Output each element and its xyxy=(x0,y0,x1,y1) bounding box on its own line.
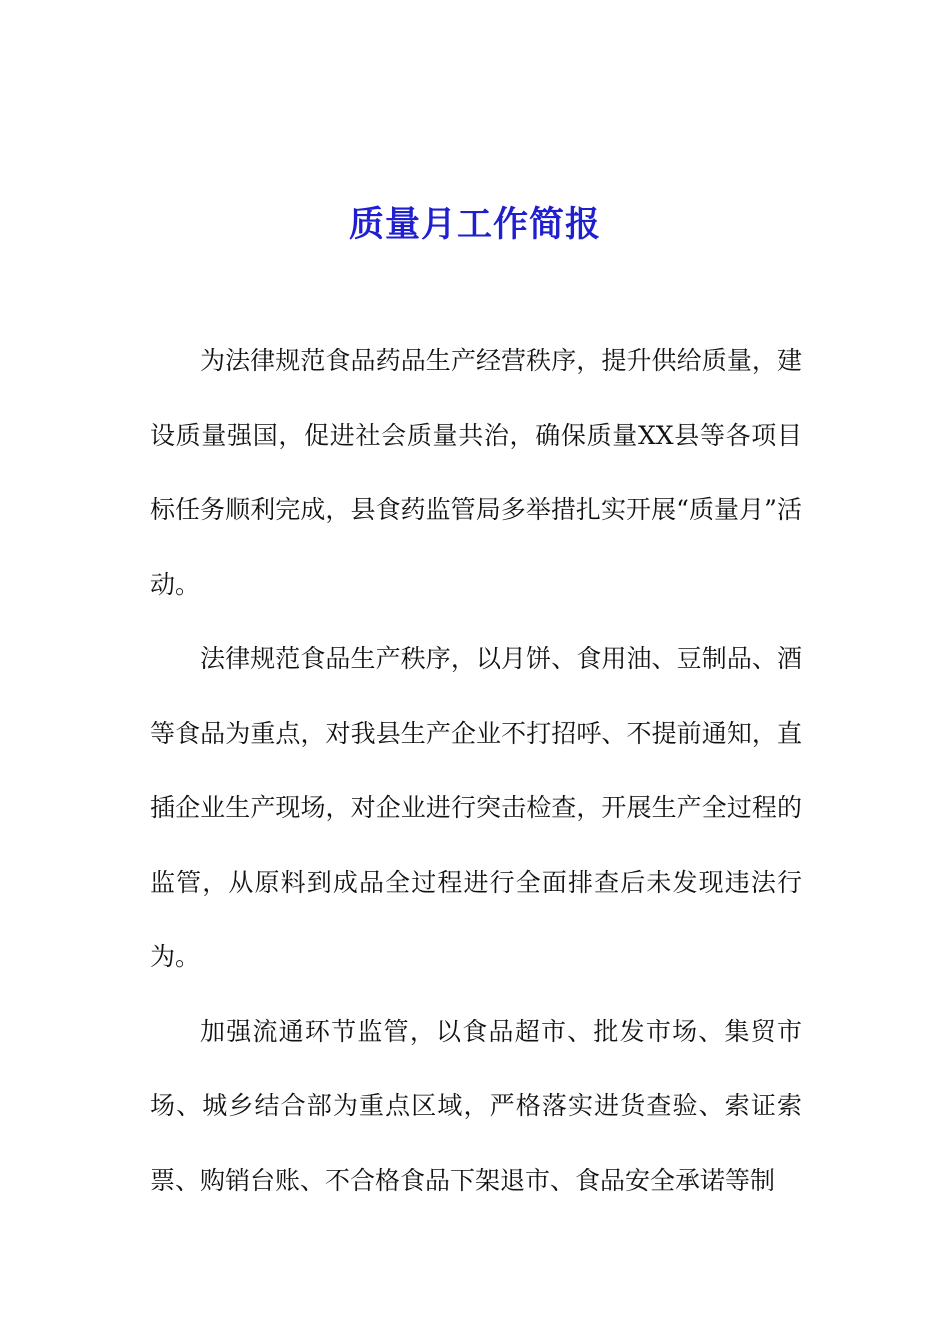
page-title: 质量月工作简报 xyxy=(348,204,601,246)
document-body xyxy=(150,324,802,1218)
paragraph-1: 为法律规范食品药品生产经营秩序，提升供给质量，建设质量强国，促进社会质量共治，确保质量XX县等各项目标任务顺利完成，县食药监管局多举措扎实开展“质量月”活动。 xyxy=(150,346,802,599)
paragraph-3: 加强流通环节监管，以食品超市、批发市场、集贸市场、城乡结合部为重点区域，严格落实进货查验、索证索票、购销台账、不合格食品下架退市、食品安全承诺等制 xyxy=(150,1016,802,1195)
paragraph-2: 法律规范食品生产秩序，以月饼、食用油、豆制品、酒等食品为重点，对我县生产企业不打招呼、不提前通知，直插企业生产现场，对企业进行突击检查，开展生产全过程的监管，从原料到成品全过程进行全面排查后未发现违法行为。 xyxy=(150,644,802,971)
